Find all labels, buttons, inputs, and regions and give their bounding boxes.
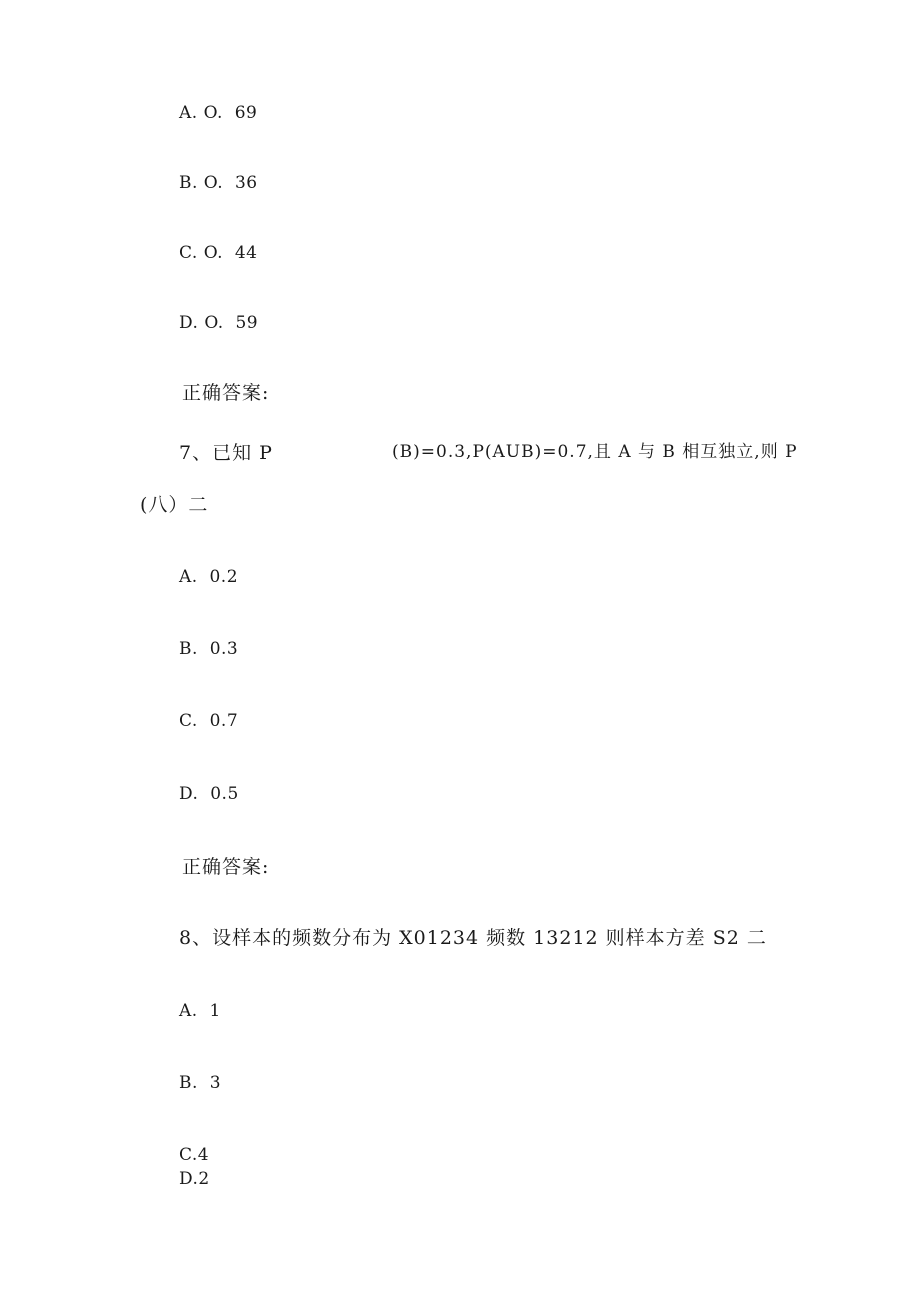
q8-option-a: A. 1: [179, 1001, 221, 1021]
q7-option-a: A. 0.2: [179, 567, 239, 587]
q8-option-c: C.4: [179, 1145, 210, 1165]
q7-stem-line2: (八）二: [140, 494, 209, 516]
q6-option-c: C. O. 44: [179, 243, 258, 263]
q8-option-b: B. 3: [179, 1073, 222, 1093]
q6-option-a: A. O. 69: [179, 103, 258, 123]
q7-stem-part1: 7、已知 P: [179, 442, 273, 464]
q7-option-c: C. 0.7: [179, 711, 239, 731]
q7-option-d: D. 0.5: [179, 784, 239, 804]
q6-option-d: D. O. 59: [179, 313, 259, 333]
q8-stem: 8、设样本的频数分布为 X01234 频数 13212 则样本方差 S2 二: [179, 927, 767, 949]
q7-stem-part2: (B)=0.3,P(AUB)=0.7,且 A 与 B 相互独立,则 P: [392, 442, 798, 462]
q7-answer-label: 正确答案:: [182, 856, 270, 878]
q6-option-b: B. O. 36: [179, 173, 258, 193]
q8-option-d: D.2: [179, 1169, 210, 1189]
q6-answer-label: 正确答案:: [182, 382, 270, 404]
q7-option-b: B. 0.3: [179, 639, 239, 659]
